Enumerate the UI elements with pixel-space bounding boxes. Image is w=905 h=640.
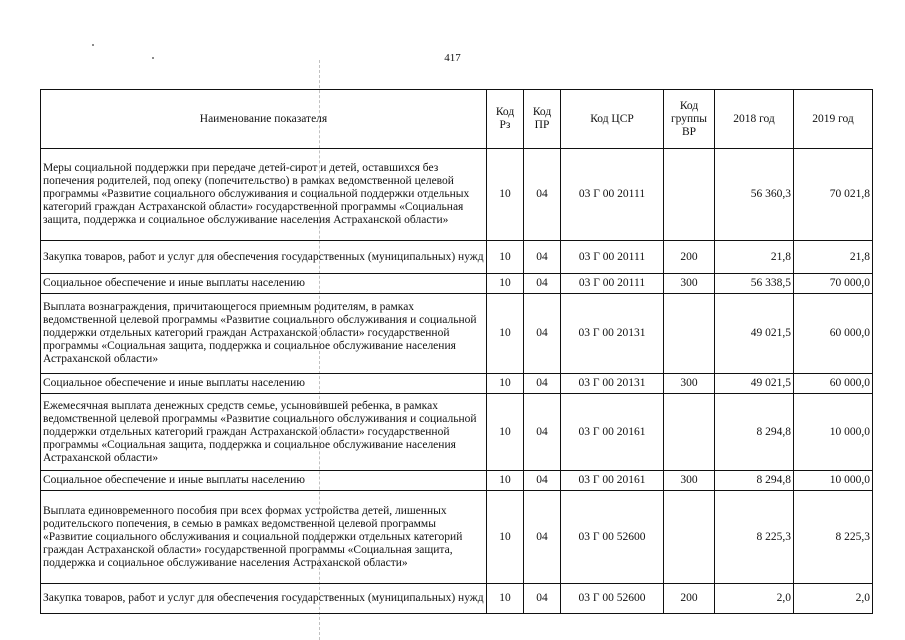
row-rz: 10 bbox=[487, 294, 524, 374]
row-vr bbox=[664, 491, 715, 584]
row-2019: 60 000,0 bbox=[794, 374, 873, 394]
header-csr: Код ЦСР bbox=[561, 90, 664, 149]
table-row bbox=[41, 374, 873, 394]
row-name: Выплата единовременного пособия при всех формах устройства детей, лишенных родительского попечения, в семью в рамках ведомственной целевой программы «Развитие социального обслуживания и социальной поддержки отдельных категорий граждан Астраханской области» государственной программы «Социальная защита, поддержка и социальное обслуживание населения Астраханской области» bbox=[41, 491, 487, 584]
row-2018: 8 225,3 bbox=[715, 491, 794, 584]
row-csr: 03 Г 00 20111 bbox=[561, 274, 664, 294]
row-pr: 04 bbox=[524, 471, 561, 491]
row-2018: 56 360,3 bbox=[715, 149, 794, 241]
row-rz: 10 bbox=[487, 471, 524, 491]
table-row bbox=[41, 241, 873, 274]
table-row bbox=[41, 471, 873, 491]
row-name: Ежемесячная выплата денежных средств семье, усыновившей ребенка, в рамках ведомственной целевой программы «Развитие социального обслуживания и социальной поддержки отдельных категорий граждан Астраханской области» государственной программы «Социальная защита, поддержка и социальное обслуживание населения Астраханской области» bbox=[41, 394, 487, 471]
row-name: Закупка товаров, работ и услуг для обеспечения государственных (муниципальных) нужд bbox=[41, 584, 487, 614]
row-2019: 70 021,8 bbox=[794, 149, 873, 241]
budget-table bbox=[40, 89, 873, 614]
header-vr: Код группы ВР bbox=[664, 90, 715, 149]
row-name: Социальное обеспечение и иные выплаты населению bbox=[41, 374, 487, 394]
row-rz: 10 bbox=[487, 491, 524, 584]
row-vr: 200 bbox=[664, 584, 715, 614]
row-csr: 03 Г 00 20161 bbox=[561, 471, 664, 491]
header-2019: 2019 год bbox=[794, 90, 873, 149]
row-2019: 10 000,0 bbox=[794, 471, 873, 491]
row-csr: 03 Г 00 52600 bbox=[561, 491, 664, 584]
table-row bbox=[41, 394, 873, 471]
row-2018: 56 338,5 bbox=[715, 274, 794, 294]
table-row bbox=[41, 584, 873, 614]
header-rz: Код Рз bbox=[487, 90, 524, 149]
row-vr bbox=[664, 394, 715, 471]
row-csr: 03 Г 00 20131 bbox=[561, 294, 664, 374]
table-row bbox=[41, 274, 873, 294]
row-pr: 04 bbox=[524, 584, 561, 614]
row-vr: 300 bbox=[664, 471, 715, 491]
table-row bbox=[41, 491, 873, 584]
row-rz: 10 bbox=[487, 149, 524, 241]
row-csr: 03 Г 00 20111 bbox=[561, 149, 664, 241]
row-2019: 2,0 bbox=[794, 584, 873, 614]
row-pr: 04 bbox=[524, 274, 561, 294]
row-name: Закупка товаров, работ и услуг для обеспечения государственных (муниципальных) нужд bbox=[41, 241, 487, 274]
row-name: Выплата вознаграждения, причитающегося приемным родителям, в рамках ведомственной целевой программы «Развитие социального обслуживания и социальной поддержки отдельных категорий граждан Астраханской области» государственной программы «Социальная защита, поддержка и социальное обслуживание населения Астраханской области» bbox=[41, 294, 487, 374]
row-pr: 04 bbox=[524, 149, 561, 241]
row-2018: 2,0 bbox=[715, 584, 794, 614]
row-2018: 21,8 bbox=[715, 241, 794, 274]
row-pr: 04 bbox=[524, 394, 561, 471]
row-pr: 04 bbox=[524, 294, 561, 374]
row-csr: 03 Г 00 20131 bbox=[561, 374, 664, 394]
row-pr: 04 bbox=[524, 241, 561, 274]
row-csr: 03 Г 00 20111 bbox=[561, 241, 664, 274]
row-2018: 49 021,5 bbox=[715, 374, 794, 394]
row-csr: 03 Г 00 20161 bbox=[561, 394, 664, 471]
row-rz: 10 bbox=[487, 374, 524, 394]
row-rz: 10 bbox=[487, 584, 524, 614]
row-vr bbox=[664, 294, 715, 374]
header-name: Наименование показателя bbox=[41, 90, 487, 149]
table-row bbox=[41, 149, 873, 241]
row-rz: 10 bbox=[487, 241, 524, 274]
row-pr: 04 bbox=[524, 491, 561, 584]
row-2019: 21,8 bbox=[794, 241, 873, 274]
scan-speck bbox=[92, 44, 94, 46]
row-2019: 8 225,3 bbox=[794, 491, 873, 584]
row-2019: 60 000,0 bbox=[794, 294, 873, 374]
row-vr: 200 bbox=[664, 241, 715, 274]
row-2019: 10 000,0 bbox=[794, 394, 873, 471]
row-vr bbox=[664, 149, 715, 241]
header-2018: 2018 год bbox=[715, 90, 794, 149]
row-name: Меры социальной поддержки при передаче детей-сирот и детей, оставшихся без попечения родителей, под опеку (попечительство) в рамках ведомственной целевой программы «Развитие социального обслуживания и социальной поддержки отдельных категорий граждан Астраханской области» государственной программы «Социальная защита, поддержка и социальное обслуживание населения Астраханской области» bbox=[41, 149, 487, 241]
row-2018: 49 021,5 bbox=[715, 294, 794, 374]
row-vr: 300 bbox=[664, 374, 715, 394]
row-2019: 70 000,0 bbox=[794, 274, 873, 294]
row-vr: 300 bbox=[664, 274, 715, 294]
row-pr: 04 bbox=[524, 374, 561, 394]
table-row bbox=[41, 294, 873, 374]
row-csr: 03 Г 00 52600 bbox=[561, 584, 664, 614]
page-number: 417 bbox=[444, 52, 461, 64]
row-2018: 8 294,8 bbox=[715, 471, 794, 491]
row-rz: 10 bbox=[487, 274, 524, 294]
header-pr: Код ПР bbox=[524, 90, 561, 149]
table-header-row bbox=[41, 90, 873, 149]
row-name: Социальное обеспечение и иные выплаты населению bbox=[41, 471, 487, 491]
row-name: Социальное обеспечение и иные выплаты населению bbox=[41, 274, 487, 294]
row-rz: 10 bbox=[487, 394, 524, 471]
row-2018: 8 294,8 bbox=[715, 394, 794, 471]
